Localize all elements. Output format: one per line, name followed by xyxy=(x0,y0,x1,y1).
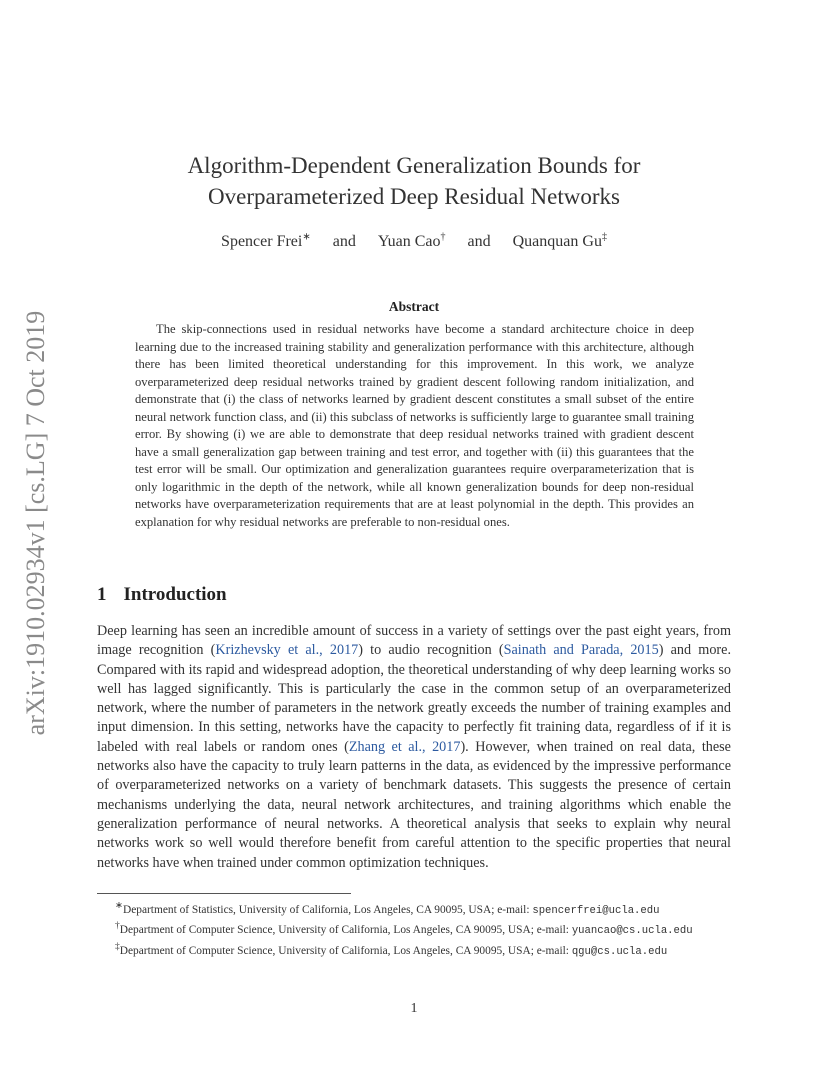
section-title: Introduction xyxy=(123,584,227,605)
footnote-2-text: Department of Computer Science, University of California, Los Angeles, CA 90095, USA; e-mail: xyxy=(119,924,572,937)
citation-link-sainath[interactable]: Sainath and Parada, 2015 xyxy=(503,642,659,659)
section-number: 1 xyxy=(97,584,107,605)
intro-text-1: Deep learning has seen an incredible amount of success in a variety of settings over the past eight years, from image recognition ( xyxy=(97,623,731,659)
author-2: Yuan Cao† xyxy=(377,232,446,251)
title-line-1: Algorithm-Dependent Generalization Bounds for xyxy=(187,153,641,178)
author-list xyxy=(0,232,828,251)
paper-title xyxy=(0,150,828,212)
author-1-mark: ∗ xyxy=(302,232,311,243)
email-link-gu[interactable]: qgu@cs.ucla.edu xyxy=(571,945,668,958)
arxiv-identifier: arXiv:1910.02934v1 [cs.LG] 7 Oct 2019 xyxy=(21,310,50,736)
page-number: 1 xyxy=(410,1001,418,1016)
footnotes xyxy=(97,899,731,960)
author-separator-1: and xyxy=(332,233,356,251)
citation-link-zhang[interactable]: Zhang et al., 2017 xyxy=(348,738,461,755)
email-link-frei[interactable]: spencerfrei@ucla.edu xyxy=(532,904,660,917)
author-1: Spencer Frei∗ xyxy=(221,232,311,251)
footnote-1-text: Department of Statistics, University of California, Los Angeles, CA 90095, USA; e-mail: xyxy=(122,903,533,916)
footnote-2 xyxy=(97,919,731,939)
footnote-1-mark: ∗ xyxy=(115,901,123,911)
intro-text-4: ). However, when trained on real data, these networks also have the capacity to truly learn patterns in the data, as evidenced by the impressive performance of overparameterized networks on a variety of benchmark datasets. This suggests the presence of certain mechanisms underlying the data, neural network architectures, and training algorithms which enable the generalization performance of neural networks. A theoretical analysis that seeks to explain why neural networks work so well would therefore benefit from careful attention to the specific properties that neural networks have when trained under common optimization techniques. xyxy=(97,738,731,871)
footnote-1 xyxy=(97,899,731,919)
footnote-3 xyxy=(97,940,731,960)
intro-text-2: ) to audio recognition ( xyxy=(358,642,504,659)
intro-text-3: ) and more. Compared with its rapid and widespread adoption, the theoretical understanding of why deep learning works so well has lagged significantly. This is particularly the case in the common setup of an overparameterized network, where the number of parameters in the network greatly exceeds the number of training examples and input dimension. In this setting, networks have the capacity to perfectly fit training data, regardless of if it is labeled with real labels or random ones ( xyxy=(97,642,731,755)
author-3: Quanquan Gu‡ xyxy=(512,232,607,251)
abstract-text: The skip-connections used in residual networks have become a standard architecture choice in deep learning due to the increased training stability and generalization performance with this architecture, although there has been limited theoretical understanding for this improvement. In this work, we analyze overparameterized deep residual networks trained by gradient descent following random initialization, and demonstrate that (i) the class of networks learned by gradient descent constitutes a small subset of the entire neural network function class, and (ii) this subclass of networks is sufficiently large to guarantee small training error. By showing (i) we are able to demonstrate that deep residual networks trained with gradient descent have a small generalization gap between training and test error, and together with (ii) this guarantees that the test error will be small. Our optimization and generalization guarantees require overparameterization that is only logarithmic in the depth of the network, while all known generalization bounds for deep non-residual networks have overparameterization requirements that are at least polynomial in the depth. This provides an explanation for why residual networks are preferable to non-residual ones. xyxy=(135,322,694,529)
footnote-3-mark: ‡ xyxy=(115,941,120,952)
author-separator-2: and xyxy=(467,233,491,251)
author-3-mark: ‡ xyxy=(601,232,607,243)
email-link-cao[interactable]: yuancao@cs.ucla.edu xyxy=(571,925,693,938)
title-line-2: Overparameterized Deep Residual Networks xyxy=(208,184,620,209)
citation-link-krizhevsky[interactable]: Krizhevsky et al., 2017 xyxy=(215,642,359,659)
footnote-2-mark: † xyxy=(115,921,120,932)
footnote-divider xyxy=(97,893,351,894)
abstract-heading: Abstract xyxy=(388,299,440,314)
section-heading xyxy=(97,584,227,606)
introduction-paragraph xyxy=(97,622,731,873)
author-2-mark: † xyxy=(440,232,446,243)
footnote-3-text: Department of Computer Science, University of California, Los Angeles, CA 90095, USA; e-mail: xyxy=(119,944,572,957)
